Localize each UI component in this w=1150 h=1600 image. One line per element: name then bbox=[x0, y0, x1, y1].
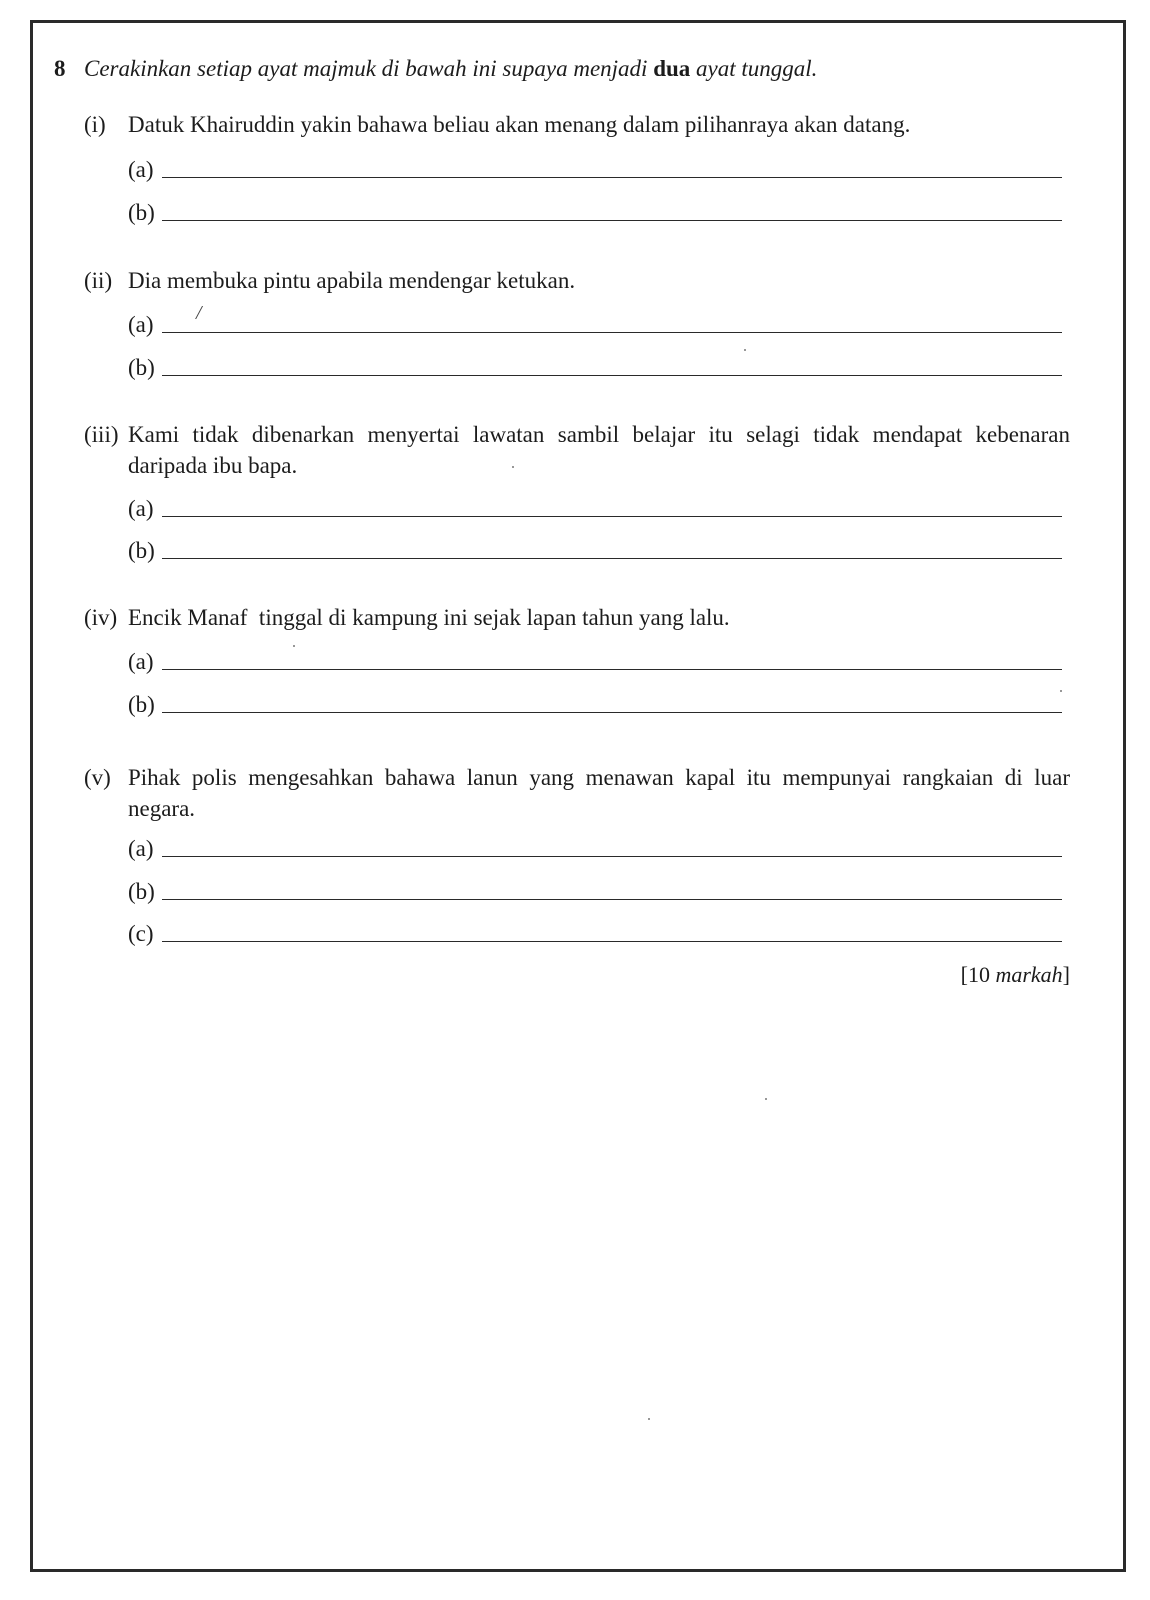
instruction-pre: Cerakinkan setiap ayat majmuk di bawah ini supaya menjadi bbox=[84, 56, 648, 81]
answer-line[interactable] bbox=[162, 899, 1062, 900]
answer-line[interactable] bbox=[162, 516, 1062, 517]
question-number: 8 bbox=[54, 56, 66, 81]
marks-label bbox=[961, 962, 1070, 988]
item-sentence-cont: negara. bbox=[128, 796, 196, 821]
answer-label: (a) bbox=[128, 649, 154, 674]
answer-line[interactable] bbox=[162, 375, 1062, 376]
answer-line[interactable] bbox=[162, 177, 1062, 178]
item-number: (v) bbox=[84, 765, 111, 790]
item-number: (i) bbox=[84, 112, 106, 137]
item-sentence-cont: daripada ibu bapa. bbox=[128, 453, 298, 478]
marks-unit: markah bbox=[995, 962, 1063, 987]
scan-speck bbox=[744, 349, 746, 351]
item-number: (iii) bbox=[84, 422, 119, 447]
answer-label: (a) bbox=[128, 836, 154, 861]
item-sentence: Dia membuka pintu apabila mendengar ketukan. bbox=[128, 268, 576, 293]
pen-mark: / bbox=[196, 302, 202, 324]
marks-close: ] bbox=[1062, 962, 1070, 987]
item-number: (ii) bbox=[84, 268, 113, 293]
item-sentence: Datuk Khairuddin yakin bahawa beliau akan menang dalam pilihanraya akan datang. bbox=[128, 112, 911, 137]
answer-label: (b) bbox=[128, 355, 155, 380]
answer-line[interactable] bbox=[162, 332, 1062, 333]
item-sentence: Encik Manaf tinggal di kampung ini sejak lapan tahun yang lalu. bbox=[128, 605, 730, 630]
answer-line[interactable] bbox=[162, 558, 1062, 559]
answer-label: (c) bbox=[128, 921, 154, 946]
instruction-post: ayat tunggal. bbox=[696, 56, 818, 81]
answer-label: (b) bbox=[128, 538, 155, 563]
scan-speck bbox=[512, 466, 514, 468]
item-number: (iv) bbox=[84, 605, 118, 630]
answer-line[interactable] bbox=[162, 669, 1062, 670]
scan-speck bbox=[1060, 690, 1062, 692]
scan-speck bbox=[765, 1098, 767, 1100]
question-instruction bbox=[84, 56, 817, 82]
answer-line[interactable] bbox=[162, 941, 1062, 942]
answer-line[interactable] bbox=[162, 712, 1062, 713]
item-sentence: Kami tidak dibenarkan menyertai lawatan sambil belajar itu selagi tidak mendapat kebenaran bbox=[128, 422, 1070, 447]
marks-value: [10 bbox=[960, 962, 990, 987]
scan-speck bbox=[648, 1418, 650, 1420]
answer-label: (b) bbox=[128, 692, 155, 717]
answer-label: (a) bbox=[128, 496, 154, 521]
scan-speck bbox=[293, 645, 295, 647]
instruction-bold: dua bbox=[653, 56, 691, 81]
answer-label: (b) bbox=[128, 879, 155, 904]
answer-line[interactable] bbox=[162, 856, 1062, 857]
answer-label: (a) bbox=[128, 312, 154, 337]
answer-line[interactable] bbox=[162, 220, 1062, 221]
answer-label: (a) bbox=[128, 157, 154, 182]
answer-label: (b) bbox=[128, 200, 155, 225]
item-sentence: Pihak polis mengesahkan bahawa lanun yang menawan kapal itu mempunyai rangkaian di luar bbox=[128, 765, 1070, 790]
